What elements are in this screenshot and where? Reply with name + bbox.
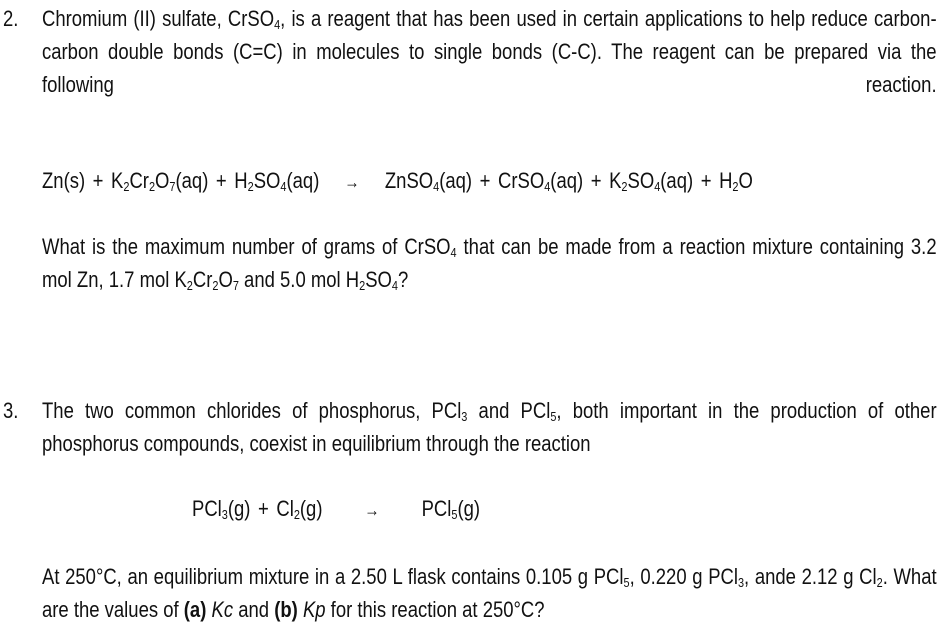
reactant-cl2: $Cl_2(g)$	[276, 496, 323, 522]
reactant-h2so4: $H_2SO_4(aq)$	[234, 168, 320, 194]
product-znso4: ZnSO$_4$(aq)	[384, 168, 473, 194]
question-3-number: 3.	[3, 398, 19, 423]
reactant-k2cr2o7: $K_2Cr_2O_7(aq)$	[111, 168, 209, 194]
question-2-intro-rest: , is a reagent that has been used in certain applications to help reduce carbon-carbon double bonds (C=C) in molecules to single bonds (C-C). The reagent can be prepared via the following reaction.	[42, 6, 937, 97]
question-2-intro	[42, 2, 937, 101]
reaction-arrow-icon: →	[344, 172, 360, 192]
question-2-prompt: What is the maximum number of grams of CrSO$_4$ that can be made from a reaction mixture containing 3.2 mol Zn, 1.7 mol $K_2Cr_2O_7$ and 5.0 mol $H_2SO_4$?	[42, 234, 937, 293]
question-3-reaction: $PCl_3(g) + Cl_2(g) \to PCl_5(g)$	[192, 494, 480, 525]
reactant-zn: Zn(s)	[42, 168, 86, 193]
product-k2so4: $K_2SO_4(aq)$	[609, 168, 694, 194]
part-b-label: (b)	[274, 597, 298, 622]
question-2-reaction: $Zn(s) + K_2Cr_2O_7(aq) + H_2SO_4(aq)$ → ZnSO$_4$(aq) + CrSO$_4$(aq) + $K_2SO_4(aq) + H_2O$	[42, 166, 753, 197]
question-2-intro-line-1: Chromium (II) sulfate, CrSO$_4$, is a reagent that has been used in certain applications to help reduce carbon-carbon double bonds (C=C) in molecules to single bonds (C-C). The reagent can be prepared via the following reaction.	[42, 6, 937, 97]
kp-symbol: Kp	[302, 597, 326, 622]
question-3-intro: The two common chlorides of phosphorus, PCl$_3$ and PCl$_5$, both important in the production of other phosphorus compounds, coexist in equilibrium through the reaction	[42, 398, 937, 456]
equilibrium-arrow-icon: →	[364, 500, 380, 520]
part-a-label: (a)	[183, 597, 207, 622]
kc-symbol: Kc	[211, 597, 234, 622]
question-3-prompt: At 250°C, an equilibrium mixture in a 2.50 L flask contains 0.105 g PCl$_5$, 0.220 g PCl$_3$, ande 2.12 g $Cl_2$. What are the values of (a) Kc and (b) Kp for this reaction at 250°C?	[42, 564, 937, 622]
question-2-number: 2.	[3, 6, 19, 31]
product-h2o: $H_2O$	[719, 168, 753, 194]
product-crso4: CrSO$_4$(aq)	[498, 168, 584, 194]
product-pcl5: PCl$_5$(g)	[421, 496, 481, 522]
reactant-pcl3: PCl$_3$(g)	[192, 496, 251, 522]
